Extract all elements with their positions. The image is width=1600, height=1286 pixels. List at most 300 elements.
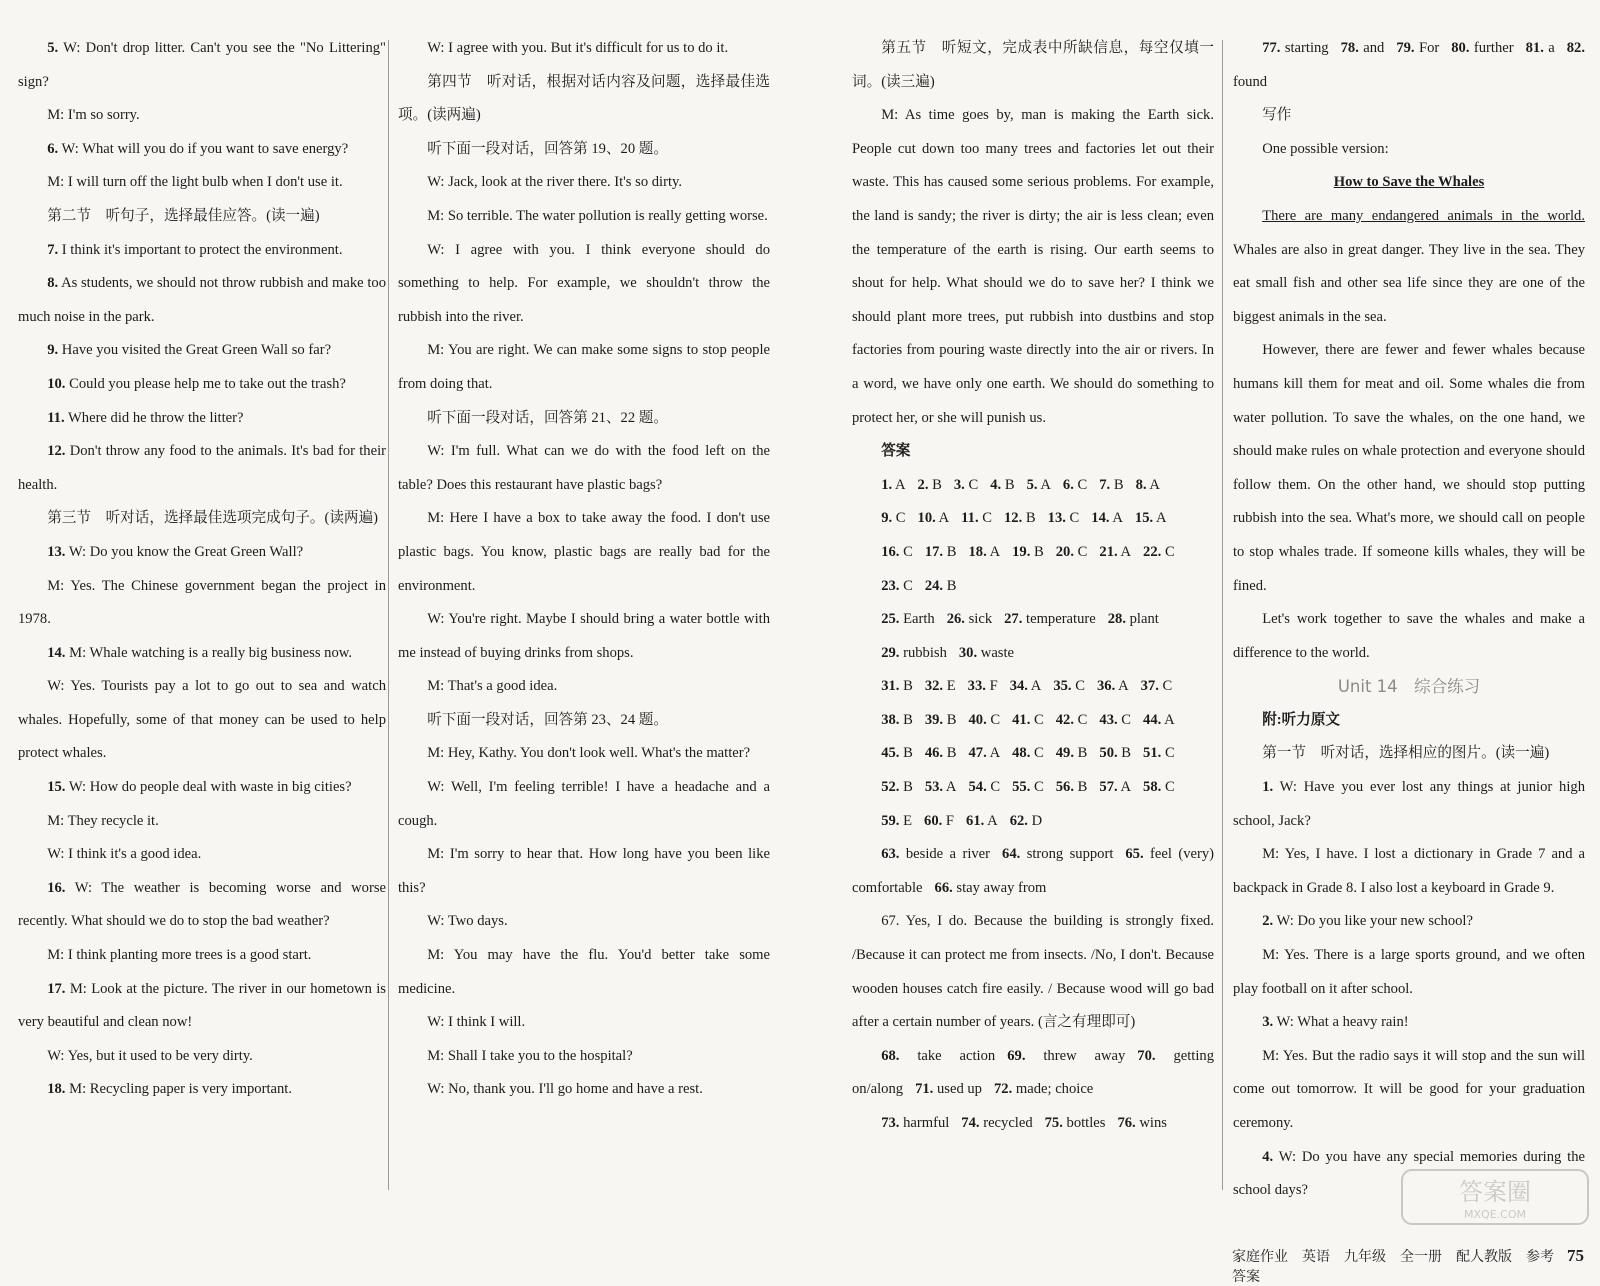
answer-item (918, 477, 942, 493)
essay-text: However, there are fewer and fewer whales because humans kill them for meat and oil. Some whales die from water pollution. To save the whales, on the one hand, we should make rules on whale protection and everyone should follow them. On the other hand, we should stop putting rubbish into the sea. What's more, we should call on people to stop whales trade. If someone kills whales, they will be fined. (1233, 342, 1585, 594)
answer-number: 31. (881, 678, 900, 695)
answer-item (1099, 745, 1131, 761)
answer-value: Earth (903, 611, 935, 628)
answer-number: 28. (1107, 611, 1126, 628)
answer-row (852, 805, 1214, 839)
answer-value: C (1077, 543, 1088, 560)
answer-item (881, 1048, 995, 1064)
answer-number: 5. (1026, 476, 1038, 493)
footer-text: 家庭作业 英语 九年级 全一册 配人教版 参考答案 (1232, 1249, 1554, 1285)
section-heading (852, 32, 1214, 99)
answer-value: starting (1284, 40, 1329, 56)
dialogue-line (398, 1006, 770, 1040)
possible-version-text: One possible version: (1262, 140, 1389, 157)
answer-item (1045, 1115, 1106, 1131)
answer-item (1143, 745, 1175, 761)
answer-number: 81. (1525, 40, 1544, 56)
question-number: 8. (47, 275, 59, 292)
answer-number: 58. (1143, 779, 1162, 796)
answer-value: A (989, 745, 1001, 762)
question-item (18, 234, 386, 268)
answer-value: C (1034, 745, 1044, 762)
answer-value: further (1473, 40, 1514, 56)
dialogue-text: M: Shall I take you to the hospital? (427, 1047, 633, 1064)
answer-number: 54. (968, 779, 987, 796)
dialogue-text: M: I'm so sorry. (47, 107, 140, 124)
answer-number: 1. (881, 476, 893, 493)
dialogue-text: M: Yes. The Chinese government began the project in 1978. (18, 577, 386, 628)
answer-number: 27. (1004, 611, 1023, 628)
answer-item (1056, 712, 1088, 728)
essay-text: Whales are also in great danger. They live in the sea. They eat small fish and other sea life since they are one of the biggest animals in the sea. (1233, 241, 1585, 325)
answer-number: 68. (881, 1047, 900, 1064)
section-heading (398, 66, 770, 133)
answer-item (961, 1115, 1032, 1131)
answer-number: 45. (881, 745, 900, 762)
answer-item (1341, 40, 1385, 56)
answer-item (918, 510, 950, 526)
dialogue-text: M: Yes. But the radio says it will stop and the sun will come out tomorrow. It will be good for your graduation ceremony. (1233, 1047, 1585, 1131)
dialogue-text: M: I think planting more trees is a good start. (47, 947, 312, 964)
answer-number: 52. (881, 779, 900, 796)
question-number: 10. (47, 375, 66, 392)
writing-label (1233, 99, 1585, 133)
answer-number: 29. (881, 644, 900, 661)
dialogue-text: I think it's important to protect the environment. (61, 241, 343, 258)
answer-number: 24. (924, 577, 944, 594)
section-heading (18, 200, 386, 234)
dialogue-line (18, 99, 386, 133)
answer-value: A (1030, 678, 1042, 695)
answer-value: A (987, 812, 998, 829)
answer-value: A (1040, 476, 1051, 493)
answer-item (959, 645, 1014, 661)
answer-value: E (946, 678, 956, 695)
dialogue-line (1233, 1040, 1585, 1141)
answer-item (925, 745, 957, 761)
answer-value: recycled (983, 1115, 1033, 1131)
answer-number: 77. (1262, 40, 1281, 56)
dialogue-text: W: You're right. Maybe I should bring a water bottle with me instead of buying drinks from shops. (398, 611, 770, 661)
answer-item (925, 578, 957, 594)
answer-item (924, 813, 954, 829)
answer-row (1233, 32, 1585, 99)
essay-title-text: How to Save the Whales (1333, 174, 1485, 191)
answer-value: a (1548, 40, 1555, 56)
dialogue-text: M: Here I have a box to take away the food. I don't use plastic bags. You know, plastic bags are really bad for the environment. (398, 510, 770, 594)
answer-value: A (989, 543, 1001, 560)
answer-number: 8. (1135, 476, 1147, 493)
answer-number: 64. (1002, 846, 1021, 863)
answer-number: 30. (958, 644, 978, 661)
dialogue-line (18, 166, 386, 200)
section-heading-text: 第一节 听对话，选择相应的图片。(读一遍) (1262, 745, 1550, 762)
dialogue-text: Could you please help me to take out the trash? (69, 375, 346, 392)
answer-item (1451, 40, 1513, 56)
appendix-label-text: 附:听力原文 (1262, 711, 1341, 728)
answer-item (925, 779, 957, 795)
answer-item (1143, 712, 1175, 728)
answer-value: A (1149, 476, 1160, 493)
dialogue-text: W: Have you ever lost any things at junior high school, Jack? (1233, 779, 1585, 829)
answer-item (1262, 40, 1328, 56)
answer-value: and (1363, 40, 1385, 56)
answer-number: 15. (1134, 510, 1154, 527)
dialogue-text: W: The weather is becoming worse and worse recently. What should we do to stop the bad weather? (18, 879, 386, 930)
answer-number: 53. (924, 779, 944, 796)
answer-number: 49. (1055, 745, 1074, 762)
answer-number: 12. (1004, 510, 1023, 527)
answer-number: 32. (924, 678, 944, 695)
section-heading-text: 第五节 听短文，完成表中所缺信息，每空仅填一词。(读三遍) (852, 40, 1214, 90)
answer-value: C (968, 476, 979, 493)
dialogue-text: M: Yes. There is a large sports ground, and we often play football on it after school. (1233, 947, 1585, 997)
dialogue-line (398, 200, 770, 234)
answer-number: 34. (1009, 678, 1028, 695)
answer-value: B (1077, 745, 1088, 762)
question-number: 14. (47, 644, 66, 661)
answer-number: 26. (946, 611, 965, 628)
section-heading (1233, 737, 1585, 771)
answer-number: 20. (1055, 543, 1074, 560)
question-item (18, 435, 386, 502)
answer-value: B (946, 543, 957, 560)
page-footer (1232, 1246, 1584, 1286)
essay-paragraph (1233, 200, 1585, 334)
column-divider-1 (388, 40, 389, 1190)
answer-number: 57. (1099, 779, 1118, 796)
section-heading (398, 704, 770, 738)
answer-item (1012, 544, 1044, 560)
answer-item (1004, 510, 1036, 526)
dialogue-line (1233, 939, 1585, 1006)
answer-value: C (1077, 476, 1088, 493)
answer-value: C (903, 543, 913, 560)
question-number: 4. (1262, 1148, 1274, 1165)
question-number: 17. (47, 980, 66, 997)
answer-value: C (1162, 678, 1173, 695)
answer-item (1010, 678, 1042, 694)
answer-item (1053, 678, 1085, 694)
section-heading (398, 133, 770, 167)
question-number: 1. (1262, 779, 1274, 796)
dialogue-line (398, 32, 770, 66)
answer-value: beside a river (905, 846, 991, 863)
dialogue-line (18, 570, 386, 637)
question-number: 2. (1262, 913, 1274, 930)
answer-value: B (1025, 510, 1036, 527)
question-item (18, 973, 386, 1040)
column-4 (1233, 32, 1585, 1208)
dialogue-text: W: I agree with you. But it's difficult for us to do it. (427, 40, 729, 56)
answer-number: 13. (1047, 510, 1066, 527)
answer-number: 65. (1125, 846, 1144, 863)
essay-topic-sentence: There are many endangered animals in the world. (1262, 207, 1585, 224)
dialogue-line (398, 1040, 770, 1074)
dialogue-text: M: Yes, I have. I lost a dictionary in Grade 7 and a backpack in Grade 8. I also lost a keyboard in Grade 9. (1233, 846, 1585, 896)
answer-item (1048, 510, 1080, 526)
answer-number: 69. (1007, 1047, 1026, 1064)
answer-number: 35. (1053, 678, 1072, 695)
answer-value: wins (1139, 1115, 1167, 1131)
dialogue-text: M: You are right. We can make some signs to stop people from doing that. (398, 342, 770, 392)
dialogue-text: W: Do you have any special memories during the school days? (1233, 1148, 1585, 1199)
answer-item (1108, 611, 1159, 627)
answer-item (1027, 477, 1051, 493)
dialogue-line (18, 805, 386, 839)
answer-value: C (1164, 779, 1175, 796)
question-item (18, 536, 386, 570)
answer-item (968, 779, 1000, 795)
answer-item (881, 678, 913, 694)
answers-heading (852, 435, 1214, 469)
column-1 (18, 32, 386, 1107)
answer-value: A (945, 779, 957, 796)
question-number: 11. (47, 409, 65, 426)
answer-value: C (895, 510, 906, 527)
answer-item (1012, 712, 1044, 728)
answer-value: A (938, 510, 950, 527)
section-heading-text: 听下面一段对话，回答第 19、20 题。 (427, 140, 668, 157)
answer-item (881, 578, 913, 594)
answer-value: B (946, 577, 957, 594)
question-item (18, 1073, 386, 1107)
question-item (18, 133, 386, 167)
answer-item (968, 678, 998, 694)
answer-item (954, 477, 978, 493)
essay-paragraph (1233, 334, 1585, 603)
answer-number: 43. (1099, 711, 1118, 728)
dialogue-text: Have you visited the Great Green Wall so far? (61, 342, 332, 359)
answer-number: 7. (1099, 476, 1111, 493)
watermark-url: MXQE.COM (1464, 1208, 1526, 1221)
dialogue-line (398, 603, 770, 670)
essay-text: Let's work together to save the whales and make a difference to the world. (1233, 611, 1585, 661)
answer-67 (852, 905, 1214, 1039)
answer-item (881, 477, 905, 493)
dialogue-text: W: I think I will. (427, 1014, 526, 1031)
question-number: 13. (47, 543, 66, 560)
dialogue-text: W: Well, I'm feeling terrible! I have a headache and a cough. (398, 779, 770, 829)
answer-value: For (1418, 40, 1440, 56)
answer-value: D (1031, 812, 1043, 829)
dialogue-line (398, 737, 770, 771)
answer-row (852, 704, 1214, 738)
answer-value: A (1120, 543, 1132, 560)
answer-item (925, 712, 957, 728)
writing-label-text: 写作 (1262, 107, 1292, 124)
answer-item (915, 1081, 982, 1097)
answer-value: B (946, 745, 957, 762)
dialogue-line (18, 838, 386, 872)
dialogue-line (18, 939, 386, 973)
dialogue-text: W: How do people deal with waste in big cities? (68, 779, 352, 796)
answer-number: 75. (1044, 1115, 1063, 1131)
answer-value: C (1034, 779, 1044, 796)
answer-number: 25. (881, 611, 900, 628)
section-heading-text: 听下面一段对话，回答第 23、24 题。 (427, 711, 668, 728)
dialogue-text: As students, we should not throw rubbish and make too much noise in the park. (18, 275, 386, 325)
passage-text: M: As time goes by, man is making the Earth sick. People cut down too many trees and factories let out their waste. This has caused some serious problems. For example, the land is sandy; the river is dirty; the air is less clean; even the temperature of the earth is rising. Our earth seems to shout for help. What should we do to save her? I think we should plant more trees, put rubbish into dustbins and stop factories from pouring waste directly into the air or rivers. In a word, we have only one earth. We should do something to protect her, or she will punish us. (852, 107, 1214, 426)
answer-number: 61. (966, 812, 985, 829)
dialogue-text: W: Do you know the Great Green Wall? (68, 543, 304, 560)
answer-value: A (894, 476, 906, 493)
dialogue-text: M: Recycling paper is very important. (69, 1081, 292, 1098)
answer-item (1091, 510, 1123, 526)
column-3 (852, 32, 1214, 1141)
answer-value: B (903, 779, 913, 796)
answer-number: 9. (881, 510, 893, 527)
answer-number: 19. (1012, 543, 1031, 560)
answer-value: waste (980, 644, 1015, 661)
essay-paragraph (1233, 603, 1585, 670)
answer-item (1099, 779, 1131, 795)
dialogue-text: W: I agree with you. I think everyone should do something to help. For example, we shouldn't throw the rubbish into the river. (398, 241, 770, 325)
dialogue-line (398, 234, 770, 335)
question-number: 6. (47, 140, 59, 157)
answer-number: 36. (1096, 678, 1116, 695)
answer-number: 42. (1055, 711, 1074, 728)
dialogue-line (398, 905, 770, 939)
dialogue-line (398, 166, 770, 200)
appendix-label (1233, 704, 1585, 738)
answer-item (925, 678, 956, 694)
answer-value: C (1164, 745, 1175, 762)
dialogue-text: W: Don't drop litter. Can't you see the "No Littering" sign? (18, 40, 387, 90)
answer-row (852, 670, 1214, 704)
answer-item (968, 544, 1000, 560)
answer-number: 76. (1117, 1115, 1136, 1131)
listening-passage (852, 99, 1214, 435)
dialogue-text: M: I'm sorry to hear that. How long have you been like this? (398, 846, 770, 896)
answer-item (1063, 477, 1087, 493)
answer-number: 22. (1143, 543, 1162, 560)
answer-number: 59. (881, 812, 900, 829)
answer-number: 79. (1396, 40, 1415, 56)
answer-item (1135, 510, 1167, 526)
answer-row (852, 1040, 1214, 1107)
answer-value: C (990, 779, 1001, 796)
answer-item (947, 611, 992, 627)
answer-item (925, 544, 957, 560)
answer-value: feel (very) comfortable (852, 846, 1214, 896)
answer-number: 41. (1012, 711, 1031, 728)
watermark-text: 答案圈 (1459, 1178, 1531, 1206)
answer-value: getting on/along (852, 1047, 1214, 1098)
answer-number: 74. (961, 1115, 980, 1131)
answer-value: C (1034, 711, 1044, 728)
question-item (18, 771, 386, 805)
answer-number: 48. (1012, 745, 1031, 762)
answer-item (1002, 846, 1113, 862)
answer-row (852, 469, 1214, 503)
dialogue-line (18, 670, 386, 771)
answer-number: 11. (961, 510, 979, 527)
answer-67-text: 67. Yes, I do. Because the building is strongly fixed. /Because it can protect me from insects. /No, I don't. Because wooden houses catch fire easily. / Because wood will go bad after a certain number of years. (言之有理即可) (852, 913, 1214, 1031)
answer-row (852, 502, 1214, 536)
dialogue-text: M: That's a good idea. (427, 678, 558, 695)
answer-value: B (1077, 779, 1088, 796)
dialogue-text: W: I'm full. What can we do with the food left on the table? Does this restaurant have plastic bags? (398, 443, 770, 493)
answer-row (852, 771, 1214, 805)
answer-value: used up (936, 1081, 982, 1098)
answer-item (994, 1081, 1093, 1097)
answer-item (881, 510, 905, 526)
answer-item (1099, 712, 1131, 728)
answer-item (1099, 477, 1123, 493)
answer-value: B (946, 711, 957, 728)
essay-title (1233, 166, 1585, 200)
column-divider-2 (1222, 40, 1223, 1190)
answer-row (852, 737, 1214, 771)
answer-item (961, 510, 992, 526)
answer-value: C (1121, 711, 1132, 728)
dialogue-line (398, 838, 770, 905)
answer-row (852, 637, 1214, 671)
page-number: 75 (1567, 1246, 1584, 1265)
answer-number: 17. (924, 543, 944, 560)
dialogue-text: Don't throw any food to the animals. It's bad for their health. (18, 443, 386, 493)
answer-number: 62. (1009, 812, 1028, 829)
dialogue-text: M: So terrible. The water pollution is really getting worse. (427, 207, 768, 224)
column-2 (398, 32, 770, 1107)
answer-value: B (1004, 476, 1015, 493)
answer-value: F (945, 812, 955, 829)
dialogue-text: M: Hey, Kathy. You don't look well. What's the matter? (427, 745, 751, 762)
answer-item (1010, 813, 1042, 829)
answer-number: 38. (881, 711, 900, 728)
answer-value: C (990, 711, 1001, 728)
dialogue-text: M: Whale watching is a really big business now. (69, 644, 352, 661)
answer-number: 56. (1055, 779, 1074, 796)
dialogue-text: W: Two days. (427, 913, 508, 930)
answer-item (1396, 40, 1439, 56)
answer-item (968, 745, 1000, 761)
question-item (1233, 771, 1585, 838)
answer-number: 70. (1137, 1047, 1156, 1064)
dialogue-text: W: Jack, look at the river there. It's so dirty. (427, 174, 683, 191)
answer-value: threw away (1043, 1047, 1126, 1064)
answer-item (881, 846, 990, 862)
answer-value: temperature (1026, 611, 1096, 628)
possible-version (1233, 133, 1585, 167)
dialogue-text: W: I think it's a good idea. (47, 846, 202, 863)
answer-number: 46. (924, 745, 944, 762)
answer-number: 80. (1451, 40, 1470, 56)
answer-number: 23. (881, 577, 900, 594)
answer-number: 71. (915, 1081, 934, 1098)
answer-number: 37. (1140, 678, 1159, 695)
dialogue-text: Where did he throw the litter? (68, 409, 244, 426)
answer-value: C (1077, 711, 1088, 728)
answer-item (1141, 678, 1173, 694)
answer-item (1012, 779, 1044, 795)
question-number: 3. (1262, 1014, 1274, 1031)
answer-item (1099, 544, 1131, 560)
question-number: 16. (47, 879, 66, 896)
answer-item (881, 745, 913, 761)
watermark-stamp (1400, 1166, 1590, 1228)
dialogue-line (398, 502, 770, 603)
answer-value: A (1156, 510, 1167, 527)
answer-value: A (1164, 711, 1175, 728)
answer-row (852, 838, 1214, 905)
answer-value: stay away from (956, 879, 1047, 896)
dialogue-text: W: Yes, but it used to be very dirty. (47, 1047, 253, 1064)
answer-item (881, 611, 935, 627)
answer-value: harmful (903, 1115, 950, 1131)
answer-item (935, 880, 1047, 896)
